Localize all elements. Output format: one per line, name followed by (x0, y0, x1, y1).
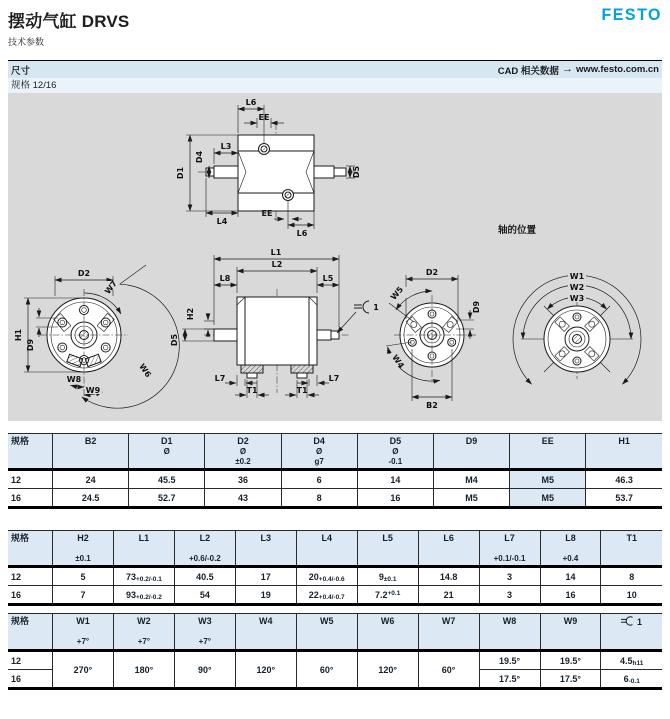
cad-data-line (498, 63, 659, 77)
dim-label-ee-top: EE (258, 113, 270, 122)
table-cell: 17 (235, 567, 296, 586)
table-cell: 270° (53, 651, 114, 689)
table-cell: 5 (53, 567, 114, 586)
section-bar (8, 61, 662, 78)
table-cell: 22+0.4/-0.7 (296, 586, 357, 605)
dim-label-l8: L8 (219, 274, 231, 283)
table-cell: 14.8 (418, 567, 479, 586)
dim-label-h2: H2 (186, 307, 195, 321)
dim-label-w1: W1 (569, 272, 585, 281)
column-header: 规格 (8, 614, 53, 651)
table-cell: 16 (8, 586, 53, 605)
table-row (8, 586, 662, 605)
dim-label-w2: W2 (569, 283, 585, 292)
table-cell: 3 (479, 567, 540, 586)
column-header: H1 (586, 434, 662, 470)
page-header (8, 0, 662, 48)
table-cell: 40.5 (174, 567, 235, 586)
drawing-front-view (176, 98, 361, 238)
table-cell: 24.5 (53, 489, 129, 508)
table-cell: 90° (174, 651, 235, 689)
dim-label-d9-left: D9 (26, 338, 35, 352)
drawing-left-flange-view (14, 265, 179, 408)
dim-label-l5: L5 (322, 274, 334, 283)
dim-label-d2-right: D2 (425, 268, 439, 277)
table-cell: 45.5 (129, 470, 205, 489)
table-row (8, 567, 662, 586)
dim-label-d5-front: D5 (352, 165, 361, 179)
table-cell: 24 (53, 470, 129, 489)
dim-label-l7-left: L7 (214, 374, 226, 383)
column-header: W1 +7° (53, 614, 114, 651)
column-header: W5 (296, 614, 357, 651)
column-header: W8 (479, 614, 540, 651)
column-header: L2 +0.6/-0.2 (174, 531, 235, 567)
table-cell: 52.7 (129, 489, 205, 508)
column-header: L6 (418, 531, 479, 567)
dim-label-w6: W6 (137, 362, 153, 380)
column-header: 规格 (8, 434, 53, 470)
dim-label-d2-left: D2 (77, 269, 91, 278)
table-cell: 120° (235, 651, 296, 689)
table-cell: 12 (8, 567, 53, 586)
cad-link[interactable]: www.festo.com.cn (575, 64, 659, 75)
table-cell: 60° (418, 651, 479, 689)
column-header: W2 +7° (113, 614, 174, 651)
dim-label-b2: B2 (426, 401, 438, 410)
table-cell: 14 (357, 470, 433, 489)
drawing-right-flange-view (386, 268, 481, 410)
table-cell: $7.2^{+0.1}$ (357, 586, 418, 605)
column-header: L3 (235, 531, 296, 567)
column-header: 1 (601, 614, 662, 651)
column-header: W6 (357, 614, 418, 651)
table-cell: M5 (510, 470, 586, 489)
table-cell: 43 (205, 489, 281, 508)
table-cell: 14 (540, 567, 601, 586)
dim-label-w8: W8 (66, 375, 82, 384)
dim-label-l4: L4 (216, 217, 228, 226)
column-header: L1 (113, 531, 174, 567)
column-header: T1 (601, 531, 662, 567)
table-cell: 19.5° (540, 651, 601, 670)
column-header: D2 Ø ±0.2 (205, 434, 281, 470)
dim-label-l6-bottom: L6 (296, 229, 308, 238)
dim-label-w3: W3 (569, 294, 585, 303)
dim-label-l2: L2 (271, 260, 283, 269)
dim-label-l1: L1 (270, 248, 282, 257)
festo-logo: FESTO (601, 6, 662, 25)
across-flats-icon (621, 616, 634, 627)
page-title: 摆动气缸 DRVS (8, 12, 130, 31)
technical-drawing (8, 93, 662, 421)
column-header: D4 Ø g7 (281, 434, 357, 470)
drawing-area (8, 93, 662, 421)
column-header: D9 (433, 434, 509, 470)
table-cell: M4 (433, 470, 509, 489)
dim-label-t1-right: T1 (296, 386, 308, 395)
table-cell: 8 (281, 489, 357, 508)
table-cell: 10 (601, 586, 662, 605)
column-header: EE (510, 434, 586, 470)
table-cell: 9±0.1 (357, 567, 418, 586)
page-subtitle: 技术参数 (8, 37, 45, 47)
column-header: B2 (53, 434, 129, 470)
column-header: 规格 (8, 531, 53, 567)
dim-label-l6-top: L6 (245, 98, 257, 107)
table-cell: 17.5° (540, 670, 601, 689)
spec-table (8, 613, 662, 690)
dim-label-l3: L3 (220, 142, 232, 151)
table-cell: 16 (357, 489, 433, 508)
table-cell: 73+0.2/-0.1 (113, 567, 174, 586)
column-header: D5 Ø -0.1 (357, 434, 433, 470)
table-cell: 16 (8, 670, 53, 689)
table-cell: 120° (357, 651, 418, 689)
table-cell: 3 (479, 586, 540, 605)
column-header: L8 +0.4 (540, 531, 601, 567)
table-row (8, 489, 662, 508)
table-row (8, 651, 662, 670)
table-row (8, 470, 662, 489)
table-cell: 7 (53, 586, 114, 605)
dim-label-t1-left: T1 (246, 386, 258, 395)
dim-label-d4: D4 (195, 150, 204, 164)
drawing-side-view (170, 248, 379, 398)
table-cell: 8 (601, 567, 662, 586)
flats-label: 1 (373, 303, 379, 312)
column-header: L5 (357, 531, 418, 567)
dim-label-d9-right: D9 (472, 300, 481, 314)
table-cell: 53.7 (586, 489, 662, 508)
dim-label-w7: W7 (103, 279, 120, 296)
dim-label-l7-right: L7 (328, 374, 340, 383)
arrow-right-icon: → (561, 63, 573, 75)
dim-label-ee-bottom: EE (261, 209, 273, 218)
table-cell: 12 (8, 470, 53, 489)
spec-table (8, 433, 662, 509)
table-cell: 180° (113, 651, 174, 689)
dim-label-w5: W5 (389, 284, 406, 302)
column-header: L7 +0.1/-0.1 (479, 531, 540, 567)
drawing-shaft-position-view (498, 224, 641, 384)
column-header: W9 (540, 614, 601, 651)
table-cell: 12 (8, 651, 53, 670)
dim-label-d5-side: D5 (170, 333, 179, 347)
table-cell: 16 (8, 489, 53, 508)
column-header: W3 +7° (174, 614, 235, 651)
cad-label: CAD 相关数据 (497, 65, 559, 77)
across-flats-symbol (337, 301, 379, 333)
spec-table (8, 530, 662, 606)
size-spec-label: 规格 12/16 (8, 78, 662, 93)
column-header: L4 (296, 531, 357, 567)
table-cell: 6-0.1 (601, 670, 662, 689)
table-cell: M5 (433, 489, 509, 508)
table-cell: 16 (540, 586, 601, 605)
dim-label-w9: W9 (85, 386, 101, 395)
table-cell: 54 (174, 586, 235, 605)
dim-label-d1: D1 (176, 166, 185, 180)
table-cell: 19.5° (479, 651, 540, 670)
table-cell: 4.5h11 (601, 651, 662, 670)
table-cell: 46.3 (586, 470, 662, 489)
table-cell: 20+0.4/-0.6 (296, 567, 357, 586)
column-header: D1 Ø (129, 434, 205, 470)
table-cell: 93+0.2/-0.2 (113, 586, 174, 605)
table-cell: M5 (510, 489, 586, 508)
dim-label-w4: W4 (390, 353, 406, 371)
axis-position-title: 轴的位置 (498, 225, 537, 236)
column-header: W4 (235, 614, 296, 651)
table-cell: 21 (418, 586, 479, 605)
dim-label-h1: H1 (14, 328, 23, 342)
table-cell: 19 (235, 586, 296, 605)
column-header: W7 (418, 614, 479, 651)
table-cell: 6 (281, 470, 357, 489)
table-cell: 36 (205, 470, 281, 489)
spec-tables (8, 433, 662, 690)
table-cell: 17.5° (479, 670, 540, 689)
table-cell: 60° (296, 651, 357, 689)
section-title: 尺寸 (11, 65, 31, 77)
column-header: H2 ±0.1 (53, 531, 114, 567)
